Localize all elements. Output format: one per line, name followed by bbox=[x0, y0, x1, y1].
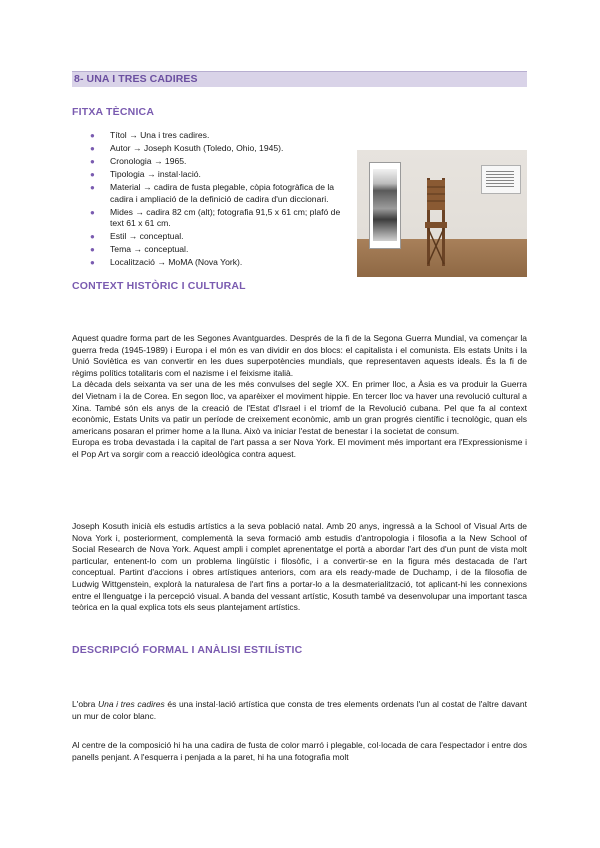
list-item: ● Autor → Joseph Kosuth (Toledo, Ohio, 1945). bbox=[90, 143, 284, 154]
list-item: ● Títol → Una i tres cadires. bbox=[90, 130, 210, 140]
title-bar bbox=[72, 71, 527, 87]
heading-context: CONTEXT HISTÒRIC I CULTURAL bbox=[72, 280, 246, 292]
bullet-icon: ● bbox=[90, 207, 95, 217]
chair-photograph bbox=[369, 162, 401, 249]
description-text-2 bbox=[72, 740, 527, 763]
list-item: ● Localització → MoMA (Nova York). bbox=[90, 257, 243, 268]
paragraph: Europa es troba devastada i la capital de l'art passa a ser Nova York. El moviment més important era l'Expressionisme i el Pop Art va sorgir com a reacció ideològica contra aquest. bbox=[72, 437, 527, 459]
bullet-icon: ● bbox=[90, 157, 95, 167]
dictionary-definition-panel bbox=[481, 165, 521, 194]
technical-sheet-list bbox=[90, 130, 352, 270]
bullet-icon: ● bbox=[90, 144, 95, 154]
list-item: ● Tipologia → instal·lació. bbox=[90, 169, 201, 180]
document-title: 8- UNA I TRES CADIRES bbox=[74, 73, 198, 85]
paragraph: Al centre de la composició hi ha una cadira de fusta de color marró i plegable, col·locada de cara l'espectador i entre dos panells penjant. A l'esquerra i penjada a la paret, hi ha una fotografia molt bbox=[72, 740, 527, 762]
bullet-icon: ● bbox=[90, 170, 95, 180]
bullet-icon: ● bbox=[90, 131, 95, 140]
paragraph: L'obra Una i tres cadires és una instal·lació artística que consta de tres elements ordenats l'un al costat de l'altre davant un mur de color blanc. bbox=[72, 699, 527, 721]
list-item: ● Estil → conceptual. bbox=[90, 231, 184, 242]
wooden-chair bbox=[425, 178, 447, 266]
bullet-icon: ● bbox=[90, 258, 95, 268]
list-item: ● Tema → conceptual. bbox=[90, 244, 189, 255]
paragraph: La dècada dels seixanta va ser una de les més convulses del segle XX. En primer lloc, a Àsia es va produir la Guerra del Vietnam i la de Corea. En segon lloc, va aparèixer el moviment hippie. En tercer lloc va haver una revolució cultural a Xina. També són els anys de la creació de l'Estat d'Israel i el triomf de la Revolució cubana. Pel que fa al context econòmic, Estats Units va patir un període de creixement econòmic, amb un gran progrés científic i tecnològic, quan els americans posaran el primer home a la lluna. Això va iniciar l'estat de benestar i la societat de consum. bbox=[72, 379, 527, 436]
artwork-photo bbox=[357, 150, 527, 277]
list-item: ● Mides → cadira 82 cm (alt); fotografia 91,5 x 61 cm; plafó de text 61 x 61 cm. bbox=[90, 206, 341, 229]
bullet-icon: ● bbox=[90, 232, 95, 242]
paragraph: Joseph Kosuth inicià els estudis artístics a la seva població natal. Amb 20 anys, ingressà a la School of Visual Arts de Nova York i, posteriorment, complementà la seva formació amb estudis d'antropologia i filosofia a la New School of Social Research de Nova York. Aquest ampli i complet aprenentatge el portà a abordar l'art des d'un punt de vista molt particular, entenent-lo com un problema lingüístic i filosòfic, i a convertir-se en la figura més destacada de l'art conceptual. Partint d'accions i obres artístiques anteriors, com ara els ready-made de Duchamp, i de la filosofia de Ludwig Wittgenstein, explorà la naturalesa de l'art fins a portar-lo a la desmaterialització, tot aplicant-hi les connexions entre el llenguatge i la percepció visual. A banda del vessant artístic, Kosuth també va desenvolupar una important tasca teòrica en la qual explica tots els seus plantejament artístics. bbox=[72, 521, 527, 613]
heading-descripcio: DESCRIPCIÓ FORMAL I ANÀLISI ESTILÍSTIC bbox=[72, 644, 303, 656]
bullet-icon: ● bbox=[90, 245, 95, 255]
list-item: ● Cronologia → 1965. bbox=[90, 156, 187, 167]
description-text bbox=[72, 699, 527, 722]
list-item: ● Material → cadira de fusta plegable, còpia fotogràfica de la cadira i ampliació de la definició de cadira d'un diccionari. bbox=[90, 182, 335, 204]
heading-fitxa-tecnica: FITXA TÈCNICA bbox=[72, 106, 155, 118]
paragraph: Aquest quadre forma part de les Segones Avantguardes. Després de la fi de la Segona Guerra Mundial, va començar la guerra freda (1945-1989) i Europa i el món es van dividir en dos blocs: el capitalista i el comunista. Els estats Units i la Unió Soviètica es van convertir en les dues superpotències mundials, que representaven aquests ideals. És la fi de règims polítics totalitaris com el nazisme i el feixisme italià. bbox=[72, 333, 527, 378]
kosuth-text bbox=[72, 521, 527, 614]
bullet-icon: ● bbox=[90, 183, 95, 193]
context-text bbox=[72, 333, 527, 461]
